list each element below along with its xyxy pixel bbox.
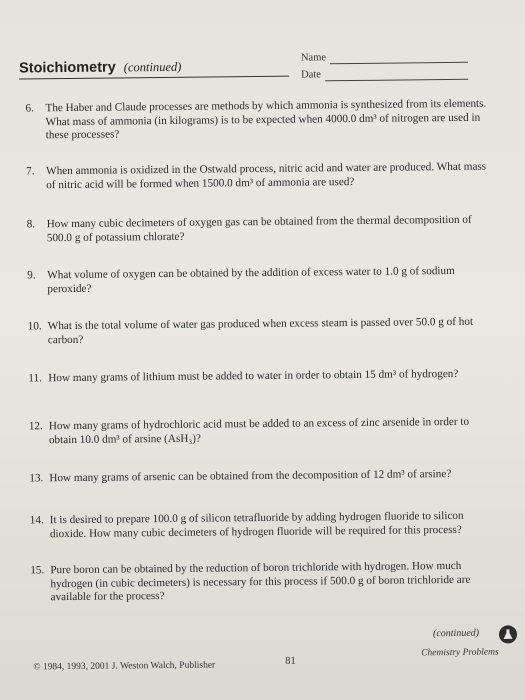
question-text: How many grams of hydrochloric acid must be added to an excess of zinc arsenide in order to obtain 10.0 dm³ of arsine (AsH₃)? xyxy=(48,415,470,446)
question-9 xyxy=(27,265,497,297)
date-line xyxy=(325,79,468,81)
question-15 xyxy=(30,559,500,604)
question-14 xyxy=(30,509,500,541)
question-text: The Haber and Claude processes are methods by which ammonia is synthesized from its elements. What mass of ammonia (in kilograms) is to be expected when 4000.0 dm³ of nitrogen are used in these processes? xyxy=(45,97,487,142)
question-11 xyxy=(28,368,498,386)
continued-label: (continued) xyxy=(432,627,480,640)
copyright-text: © 1984, 1993, 2001 J. Weston Walch, Publisher xyxy=(33,660,216,673)
question-text: What is the total volume of water gas produced when excess steam is passed over 50.0 g of hot carbon? xyxy=(47,315,474,346)
series-name: Chemistry Problems xyxy=(421,647,499,659)
question-text: How many cubic decimeters of oxygen gas can be obtained from the thermal decomposition of 500.0 g of potassium chlorate? xyxy=(46,213,472,244)
question-13 xyxy=(29,468,499,486)
name-label: Name xyxy=(300,52,327,64)
date-label: Date xyxy=(301,69,322,81)
question-number: 10. xyxy=(27,320,42,333)
title-text: Stoichiometry xyxy=(18,59,116,77)
question-number: 9. xyxy=(27,269,36,282)
question-6 xyxy=(25,98,495,143)
question-number: 12. xyxy=(28,420,43,433)
flask-icon xyxy=(502,628,514,640)
question-number: 6. xyxy=(25,102,34,115)
title-suffix: (continued) xyxy=(123,59,182,75)
question-number: 7. xyxy=(26,165,35,178)
question-number: 15. xyxy=(30,564,45,577)
question-12 xyxy=(29,416,499,448)
question-text: What volume of oxygen can be obtained by the addition of excess water to 1.0 g of sodium peroxide? xyxy=(47,264,455,295)
page-title xyxy=(19,59,182,77)
question-text: How many grams of lithium must be added to water in order to obtain 15 dm³ of hydrogen? xyxy=(48,367,459,385)
question-number: 8. xyxy=(26,218,36,231)
question-text: When ammonia is oxidized in the Ostwald process, nitric acid and water are produced. What mass of nitric acid will be formed when 1500.0 dm³ of ammonia are used? xyxy=(46,160,487,191)
question-number: 14. xyxy=(29,514,44,527)
page-number: 81 xyxy=(285,655,296,667)
publisher-logo-icon xyxy=(499,625,517,643)
question-number: 11. xyxy=(28,372,42,385)
question-number: 13. xyxy=(29,472,44,485)
question-7 xyxy=(26,161,496,193)
question-10 xyxy=(28,316,498,348)
title-underline xyxy=(19,76,289,80)
question-text: Pure boron can be obtained by the reduction of boron trichloride with hydrogen. How much hydrogen (in cubic decimeters) is necessary for this process if 500.0 g of boron trichloride are available for the process? xyxy=(50,559,471,604)
question-text: It is desired to prepare 100.0 g of silicon tetrafluoride by adding hydrogen fluoride to silicon dioxide. How many cubic decimeters of hydrogen fluoride will be required for this process? xyxy=(49,509,464,540)
question-text: How many grams of arsenic can be obtained from the decomposition of 12 dm³ of arsine? xyxy=(49,468,452,485)
name-line xyxy=(330,62,468,64)
question-8 xyxy=(27,214,497,246)
